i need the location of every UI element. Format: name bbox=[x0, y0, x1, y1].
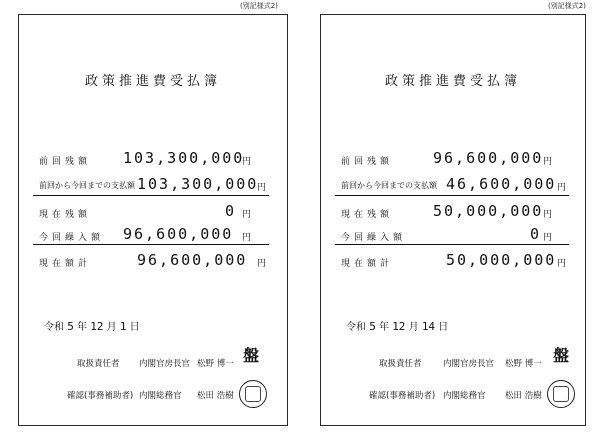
row-transfer-in bbox=[321, 225, 585, 245]
date-month: 12 bbox=[392, 320, 406, 333]
row-unit: 円 bbox=[557, 183, 567, 193]
row-amount: 0 bbox=[225, 202, 237, 220]
signatory-office: 内閣総務官 bbox=[139, 391, 182, 401]
date-year: 5 bbox=[67, 320, 74, 333]
row-amount: 96,600,000 bbox=[137, 251, 248, 269]
row-previous-balance bbox=[321, 149, 585, 169]
date-year-unit: 年 bbox=[77, 322, 87, 333]
signatory-name: 松田 浩樹 bbox=[505, 391, 542, 401]
row-amount: 103,300,000 bbox=[123, 149, 245, 167]
row-payments-since-previous bbox=[321, 175, 585, 195]
date-year-unit: 年 bbox=[379, 322, 389, 333]
row-current-total bbox=[321, 251, 585, 271]
date-era: 令和 bbox=[44, 322, 64, 333]
row-amount: 46,600,000 bbox=[446, 175, 557, 193]
row-unit: 円 bbox=[543, 210, 553, 220]
underline bbox=[33, 244, 269, 245]
date-month-unit: 月 bbox=[106, 322, 117, 333]
signatory-office: 内閣総務官 bbox=[443, 391, 486, 401]
row-label: 前回から今回までの支払額 bbox=[341, 181, 437, 190]
signature-mark: 盤 bbox=[553, 346, 570, 365]
signatory-responsible bbox=[321, 355, 585, 371]
row-label: 前回残額 bbox=[341, 157, 394, 167]
form-code-left: (別記様式2) bbox=[240, 2, 278, 10]
date-day: 14 bbox=[421, 320, 436, 333]
date-year: 5 bbox=[369, 320, 376, 333]
row-amount: 103,300,000 bbox=[137, 175, 259, 193]
row-label: 前回から今回までの支払額 bbox=[39, 181, 135, 190]
signatory-role: 取扱責任者 bbox=[77, 359, 120, 369]
signatory-role: 確認(事務補助者) bbox=[369, 391, 436, 401]
row-label: 今回繰入額 bbox=[39, 233, 105, 243]
signatory-office: 内閣官房長官 bbox=[443, 359, 495, 369]
seal-stamp bbox=[547, 380, 575, 408]
row-current-total bbox=[19, 251, 287, 271]
row-current-balance bbox=[19, 202, 287, 222]
row-amount: 0 bbox=[530, 225, 542, 243]
row-label: 現在残額 bbox=[39, 210, 92, 220]
row-unit: 円 bbox=[543, 157, 553, 167]
row-amount: 96,600,000 bbox=[433, 149, 544, 167]
row-transfer-in bbox=[19, 225, 287, 245]
page-title: 政策推進費受払簿 bbox=[84, 74, 221, 89]
row-label: 前回残額 bbox=[39, 157, 92, 167]
signatory-confirmation bbox=[321, 387, 585, 403]
underline bbox=[335, 244, 569, 245]
page-title: 政策推進費受払簿 bbox=[384, 74, 521, 89]
row-current-balance bbox=[321, 202, 585, 222]
underline bbox=[335, 195, 569, 196]
date-day-unit: 日 bbox=[129, 322, 140, 333]
row-unit: 円 bbox=[242, 157, 252, 167]
signatory-name: 松田 浩樹 bbox=[197, 391, 234, 401]
row-unit: 円 bbox=[557, 259, 567, 269]
row-unit: 円 bbox=[257, 183, 267, 193]
row-amount: 96,600,000 bbox=[123, 225, 234, 243]
underline bbox=[33, 195, 269, 196]
row-previous-balance bbox=[19, 149, 287, 169]
row-amount: 50,000,000 bbox=[446, 251, 557, 269]
issue-date bbox=[346, 318, 448, 333]
date-era: 令和 bbox=[346, 322, 366, 333]
row-label: 今回繰入額 bbox=[341, 233, 407, 243]
row-label: 現在額計 bbox=[39, 259, 92, 269]
row-payments-since-previous bbox=[19, 175, 287, 195]
signatory-role: 取扱責任者 bbox=[379, 359, 422, 369]
date-month: 12 bbox=[90, 320, 104, 333]
date-day: 1 bbox=[119, 320, 127, 333]
row-unit: 円 bbox=[257, 259, 267, 269]
signatory-name: 松野 博一 bbox=[505, 359, 542, 369]
date-month-unit: 月 bbox=[408, 322, 419, 333]
issue-date bbox=[44, 318, 140, 333]
signatory-role: 確認(事務補助者) bbox=[67, 391, 134, 401]
ledger-page-right bbox=[320, 14, 586, 426]
date-day-unit: 日 bbox=[438, 322, 449, 333]
row-amount: 50,000,000 bbox=[433, 202, 544, 220]
row-unit: 円 bbox=[242, 233, 252, 243]
row-label: 現在残額 bbox=[341, 210, 394, 220]
ledger-page-left bbox=[18, 14, 288, 426]
row-label: 現在額計 bbox=[341, 259, 394, 269]
row-unit: 円 bbox=[242, 210, 252, 220]
signatory-office: 内閣官房長官 bbox=[139, 359, 191, 369]
seal-stamp bbox=[239, 380, 267, 408]
row-unit: 円 bbox=[543, 233, 553, 243]
form-code-right: (別記様式2) bbox=[548, 2, 586, 10]
signature-mark: 盤 bbox=[243, 346, 260, 365]
signatory-name: 松野 博一 bbox=[197, 359, 234, 369]
